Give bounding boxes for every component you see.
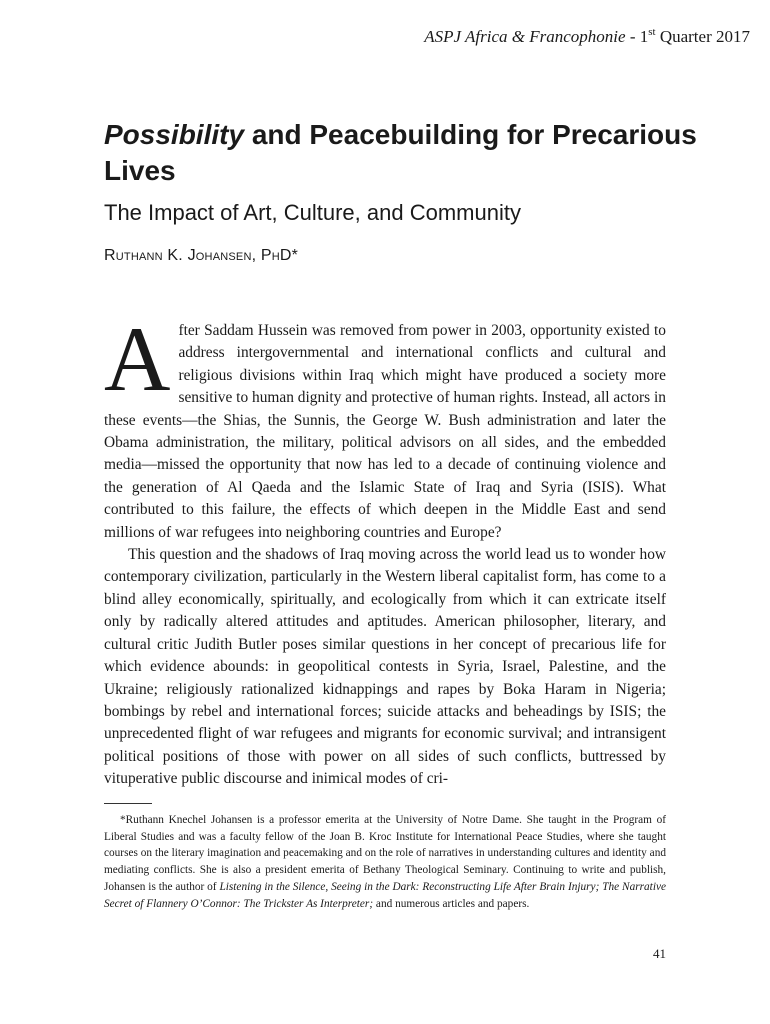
author-footnote	[104, 812, 666, 912]
footnote-divider	[104, 803, 152, 804]
author-byline	[104, 247, 704, 265]
quarter-number: 1	[639, 27, 649, 46]
quarter-label: Quarter 2017	[655, 27, 750, 46]
article-title-italic: Possibility	[104, 119, 245, 150]
header-separator: -	[625, 27, 640, 46]
body-paragraph	[104, 308, 666, 544]
journal-name: ASPJ Africa & Francophonie	[424, 27, 626, 46]
author-name: Ruthann K. Johansen, PhD	[104, 247, 292, 264]
article-body	[104, 308, 666, 791]
body-paragraph: This question and the shadows of Iraq moving across the world lead us to wonder how contemporary civilization, particularly in the Western liberal capitalist form, has come to a blind alley economically, spiritually, and ecologically from which it can extricate itself only by radically altered attitudes and aptitudes. American philosopher, literary, and cultural critic Judith Butler poses similar questions in her concept of precarious life for which evidence abounds: in geopolitical contests in Syria, Israel, Palestine, and the Ukraine; religiously rationalized kidnappings and rapes by Boka Haram in Nigeria; bombings by rebel and international forces; suicide attacks and beheadings by ISIS; the unprecedented flight of war refugees and migrants for economic survival; and intransigent political positions of those with power on all sides of such conflicts, buttressed by vituperative public discourse and inimical modes of cri-	[104, 546, 666, 788]
article-heading	[104, 117, 704, 265]
page-number: 41	[653, 946, 666, 961]
drop-cap: A	[104, 308, 171, 410]
running-header	[424, 26, 750, 47]
author-footnote-mark: *	[291, 247, 299, 264]
article-title-rest: and Peacebuilding for Precarious Lives	[104, 119, 697, 186]
paragraph-text: fter Saddam Hussein was removed from power in 2003, opportunity existed to address intergovernmental and international conflicts and cultural and religious divisions within Iraq which might have produced a society more sensitive to human dignity and protective of human rights. Instead, all actors in these events—the Shias, the Sunnis, the George W. Bush administration and later the Obama administration, the military, political advisors on all sides, and the embedded media—missed the opportunity that now has led to a decade of continuing violence and the generation of Al Qaeda and the Islamic State of Iraq and Syria (ISIS). What contributed to this failure, the effects of which deepen in the Middle East and send millions of war refugees into neighboring countries and Europe?	[104, 322, 666, 541]
footnote-works: Listening in the Silence, Seeing in the Dark: Reconstructing Life After Brain Injury; The Narrative Secret of Flannery O’Connor: The Trickster As Interpreter;	[104, 880, 666, 910]
article-subtitle: The Impact of Art, Culture, and Community	[104, 200, 521, 225]
footnote-end: and numerous articles and papers.	[373, 897, 530, 910]
article-title	[104, 117, 704, 189]
quarter-ordinal-suffix: st	[648, 26, 656, 38]
footnote-bio: *Ruthann Knechel Johansen is a professor emerita at the University of Notre Dame. She taught in the Program of Liberal Studies and was a faculty fellow of the Joan B. Kroc Institute for International Peace Studies, where she taught courses on the literary imagination and peacemaking and on the role of narratives in understanding cultures and identity and mediating conflicts. She is also a president emerita of Bethany Theological Seminary. Continuing to write and publish, Johansen is the author of	[104, 814, 666, 893]
